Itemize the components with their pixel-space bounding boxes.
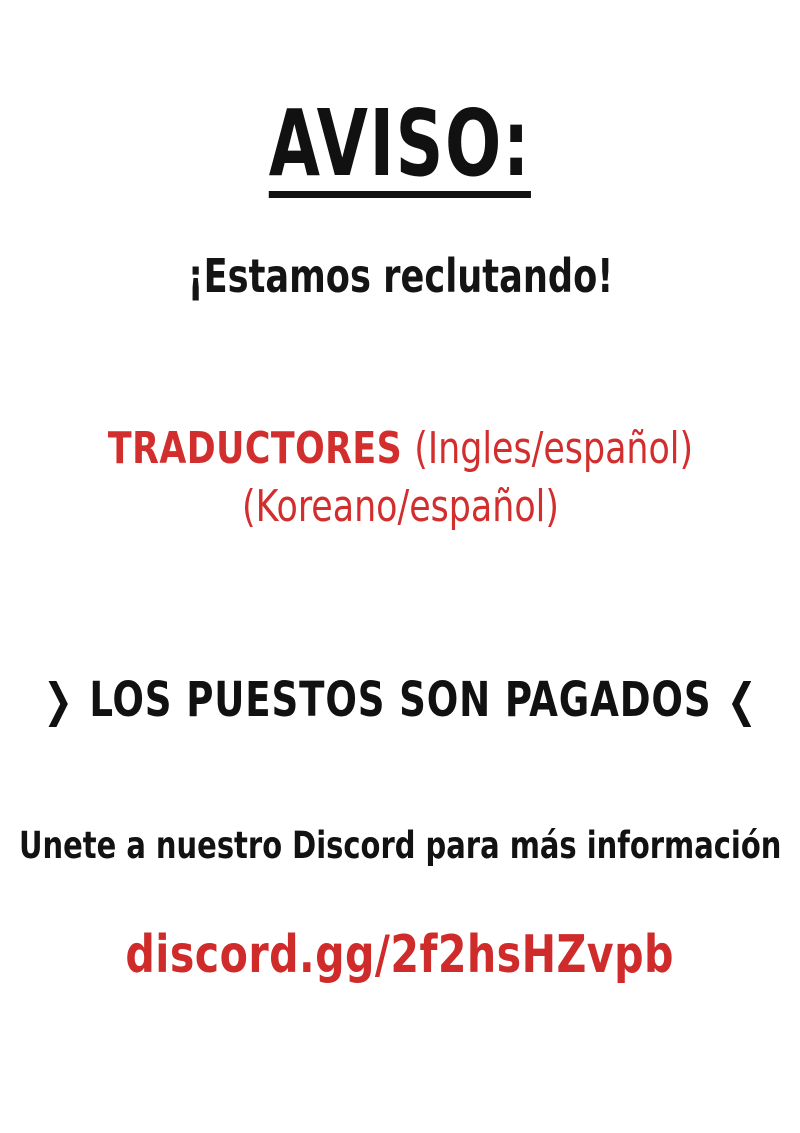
role-line-primary bbox=[107, 423, 692, 475]
roles-block bbox=[68, 423, 733, 533]
discord-invite-link[interactable]: discord.gg/2f2hsHZvpb bbox=[125, 925, 675, 986]
role-name-translators: TRADUCTORES bbox=[107, 422, 402, 474]
paid-positions-text: LOS PUESTOS SON PAGADOS bbox=[88, 672, 712, 729]
page-title: AVISO: bbox=[268, 90, 532, 197]
chevron-right-icon: ❯ bbox=[42, 673, 74, 728]
paid-positions-banner bbox=[43, 672, 757, 728]
chevron-left-icon: ❮ bbox=[726, 673, 758, 728]
recruiting-subtitle: ¡Estamos reclutando! bbox=[187, 248, 613, 303]
role-languages-primary: (Ingles/español) bbox=[413, 422, 693, 474]
role-languages-secondary: (Koreano/español) bbox=[241, 480, 559, 532]
discord-call-to-action: Unete a nuestro Discord para más información bbox=[18, 824, 782, 868]
